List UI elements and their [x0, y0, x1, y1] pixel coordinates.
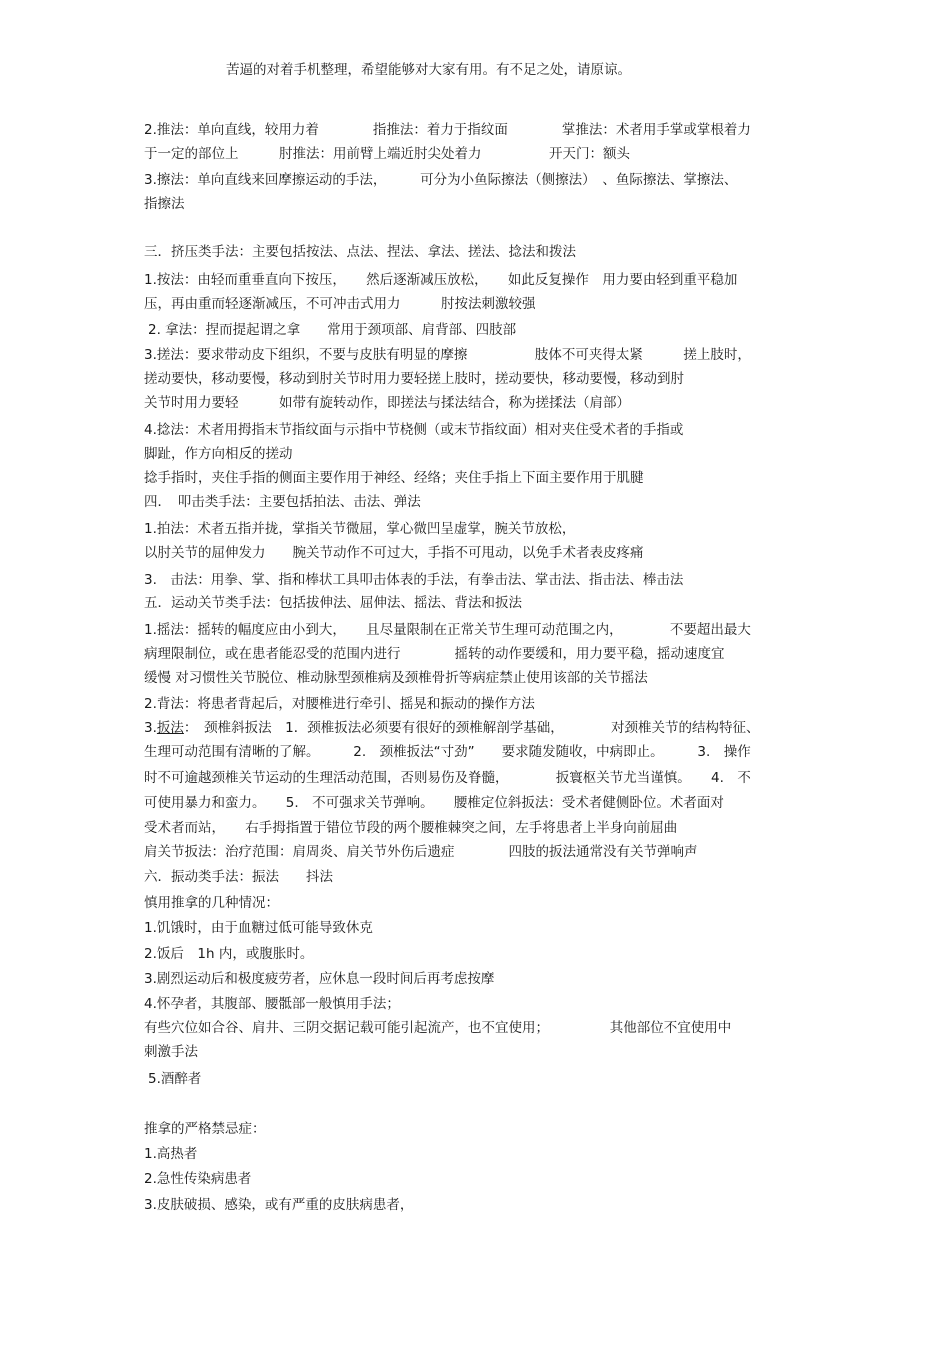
text-line: 指擦法: [144, 196, 185, 212]
list-item: 1.饥饿时，由于血糖过低可能导致休克: [144, 920, 373, 936]
section-heading: 四． 叩击类手法：主要包括拍法、击法、弹法: [144, 494, 421, 510]
text-line: 压，再由重而轻逐渐减压，不可冲击式用力 肘按法刺激较强: [144, 296, 536, 312]
text-line: 1.摇法：摇转的幅度应由小到大， 且尽量限制在正常关节生理可动范围之内， 不要超出最大: [144, 622, 751, 638]
text-line: 2. 拿法：捏而提起谓之拿 常用于颈项部、肩背部、四肢部: [148, 322, 517, 338]
item-text: ： 颈椎斜扳法 1．颈椎扳法必须要有很好的颈椎解剖学基础， 对颈椎关节的结构特征、: [183, 720, 760, 736]
list-item: 5.酒醉者: [148, 1071, 202, 1087]
section-heading: 三．挤压类手法：主要包括按法、点法、捏法、拿法、搓法、捻法和拨法: [144, 244, 576, 260]
text-line: 4.捻法：术者用拇指末节指纹面与示指中节桡侧（或末节指纹面）相对夹住受术者的手指或: [144, 422, 684, 438]
text-line: 病理限制位，或在患者能忍受的范围内进行 摇转的动作要缓和，用力要平稳，摇动速度宜: [144, 646, 725, 662]
text-line: 3.搓法：要求带动皮下组织，不要与皮肤有明显的摩擦 肢体不可夹得太紧 搓上肢时，: [144, 347, 751, 363]
list-item: 1.高热者: [144, 1146, 198, 1162]
text-line: 以肘关节的屈伸发力 腕关节动作不可过大，手指不可甩动，以免手术者表皮疼痛: [144, 545, 644, 561]
page-header-note: 苦逼的对着手机整理，希望能够对大家有用。有不足之处，请原谅。: [226, 62, 631, 78]
text-line: 2.背法：将患者背起后，对腰椎进行牵引、摇晃和振动的操作方法: [144, 696, 535, 712]
text-line: 1.按法：由轻而重垂直向下按压， 然后逐渐减压放松， 如此反复操作 用力要由轻到重平稳加: [144, 272, 738, 288]
text-line: 刺激手法: [144, 1044, 198, 1060]
section-heading: 五．运动关节类手法：包括拔伸法、屈伸法、摇法、背法和扳法: [144, 595, 522, 611]
text-line: 搓动要快，移动要慢，移动到肘关节时用力要轻搓上肢时，搓动要快，移动要慢，移动到肘: [144, 371, 684, 387]
text-line: 缓慢 对习惯性关节脱位、椎动脉型颈椎病及颈椎骨折等病症禁止使用该部的关节摇法: [144, 670, 648, 686]
text-line: 时不可逾越颈椎关节运动的生理活动范围，否则易伤及脊髓， 扳寰枢关节尤当谨慎。 4. 不: [144, 770, 751, 786]
item-number: 3.: [144, 720, 157, 736]
text-line: 3.擦法：单向直线来回摩擦运动的手法， 可分为小鱼际擦法（侧擦法） 、鱼际擦法、掌擦法、: [144, 172, 738, 188]
text-line: 2.推法：单向直线，较用力着 指推法：着力于指纹面 掌推法：术者用手掌或掌根着力: [144, 122, 751, 138]
list-item: 4.怀孕者，其腹部、腰骶部一般慎用手法；: [144, 996, 400, 1012]
list-item: 3.皮肤破损、感染，或有严重的皮肤病患者，: [144, 1197, 414, 1213]
text-line: [144, 716, 824, 740]
section-heading: 推拿的严格禁忌症：: [144, 1121, 266, 1137]
section-heading: 六．振动类手法：振法 抖法: [144, 869, 333, 885]
text-line: 有些穴位如合谷、肩井、三阴交据记载可能引起流产，也不宜使用； 其他部位不宜使用中: [144, 1020, 732, 1036]
text-line: 于一定的部位上 肘推法：用前臂上端近肘尖处着力 开天门：额头: [144, 146, 630, 162]
text-line: 受术者而站， 右手拇指置于错位节段的两个腰椎棘突之间，左手将患者上半身向前屈曲: [144, 820, 678, 836]
text-line: 1.拍法：术者五指并拢，掌指关节微屈，掌心微凹呈虚掌，腕关节放松，: [144, 521, 576, 537]
text-line: 关节时用力要轻 如带有旋转动作，即搓法与揉法结合，称为搓揉法（肩部）: [144, 395, 630, 411]
section-heading: 慎用推拿的几种情况：: [144, 895, 279, 911]
text-line: 可使用暴力和蛮力。 5. 不可强求关节弹响。 腰椎定位斜扳法：受术者健侧卧位。术者面对: [144, 795, 724, 811]
text-line: 捻手指时，夹住手指的侧面主要作用于神经、经络；夹住手指上下面主要作用于肌腱: [144, 470, 644, 486]
list-item: 2.急性传染病患者: [144, 1171, 252, 1187]
text-line: 生理可动范围有清晰的了解。 2. 颈椎扳法“寸劲” 要求随发随收，中病即止。 3. 操作: [144, 744, 751, 760]
text-line: 肩关节扳法：治疗范围：肩周炎、肩关节外伤后遗症 四肢的扳法通常没有关节弹响声: [144, 844, 698, 860]
text-line: 脚趾，作方向相反的搓动: [144, 446, 293, 462]
text-line: 3. 击法：用拳、掌、指和棒状工具叩击体表的手法，有拳击法、掌击法、指击法、棒击法: [144, 572, 684, 588]
underlined-term: 扳法: [156, 720, 184, 736]
list-item: 2.饭后 1h 内，或腹胀时。: [144, 946, 314, 962]
list-item: 3.剧烈运动后和极度疲劳者，应休息一段时间后再考虑按摩: [144, 971, 495, 987]
